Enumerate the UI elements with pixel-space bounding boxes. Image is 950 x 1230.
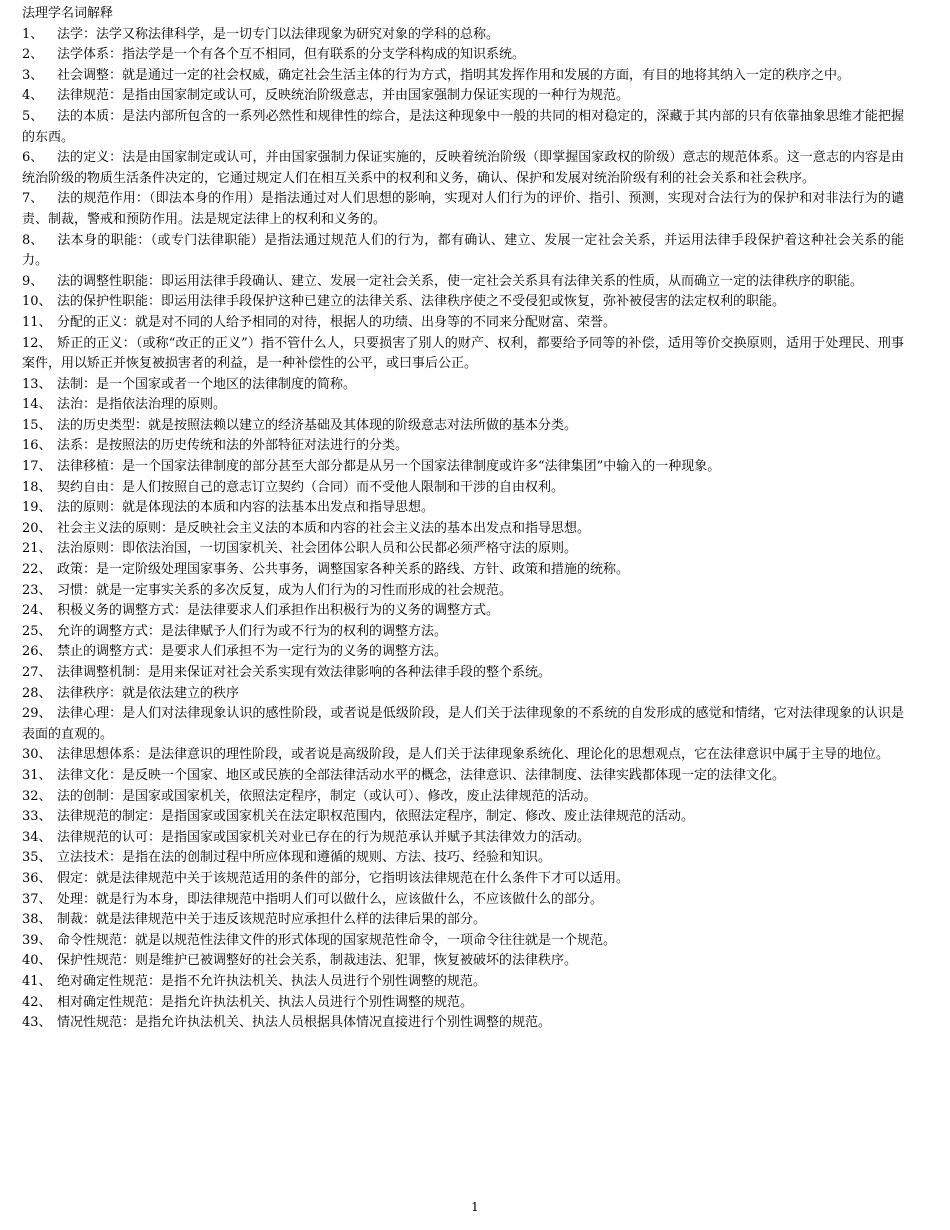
document-page xyxy=(22,4,904,1034)
entry-text: 矫正的正义：（或称“改正的正义”）指不管什么人，只要损害了别人的财产、权利，都要给予同等的补偿，适用等价交换原则，适用于处理民、刑事案件，用以矫正并恢复被损害者的利益，是一种补偿性的公平，或曰事后公正。 xyxy=(22,335,904,372)
entry-text: 法律秩序：就是依法建立的秩序 xyxy=(57,685,240,701)
entry-text: 法律规范的认可：是指国家或国家机关对业已存在的行为规范承认并赋予其法律效力的活动。 xyxy=(57,829,591,845)
entry-text: 禁止的调整方式：是要求人们承担不为一定行为的义务的调整方法。 xyxy=(57,644,448,660)
entry-number: 9、 xyxy=(22,273,44,289)
list-item xyxy=(22,828,904,849)
list-item xyxy=(22,313,904,334)
entry-number: 11、 xyxy=(22,314,52,330)
entry-text: 法的调整性职能：即运用法律手段确认、建立、发展一定社会关系，使一定社会关系具有法律关系的性质，从而确立一定的法律秩序的职能。 xyxy=(57,273,864,289)
entry-number: 29、 xyxy=(22,706,52,722)
entry-number: 10、 xyxy=(22,294,52,310)
list-item xyxy=(22,334,904,375)
entry-number: 23、 xyxy=(22,582,52,598)
entry-text: 法的原则：就是体现法的本质和内容的法基本出发点和指导思想。 xyxy=(57,500,435,516)
list-item xyxy=(22,416,904,437)
entry-number: 32、 xyxy=(22,788,52,804)
list-item xyxy=(22,1013,904,1034)
list-item xyxy=(22,292,904,313)
entry-number: 36、 xyxy=(22,870,52,886)
entry-text: 法的保护性职能：即运用法律手段保护这种已建立的法律关系、法律秩序使之不受侵犯或恢复，弥补被侵害的法定权利的职能。 xyxy=(57,294,786,310)
entry-number: 31、 xyxy=(22,767,52,783)
entry-text: 法律文化：是反映一个国家、地区或民族的全部法律活动水平的概念，法律意识、法律制度、法律实践都体现一定的法律文化。 xyxy=(57,767,786,783)
entry-number: 14、 xyxy=(22,397,52,413)
entry-text: 法本身的职能：（或专门法律职能）是指法通过规范人们的行为，都有确认、建立、发展一定社会关系，并运用法律手段保护着这种社会关系的能力。 xyxy=(22,232,904,269)
list-item xyxy=(22,539,904,560)
list-item xyxy=(22,807,904,828)
entry-text: 法的规范作用：（即法本身的作用）是指法通过对人们思想的影响，实现对人们行为的评价、指引、预测，实现对合法行为的保护和对非法行为的谴责、制裁，警戒和预防作用。法是规定法律上的权利和义务的。 xyxy=(22,191,904,227)
entry-text: 积极义务的调整方式：是法律要求人们承担作出积极行为的义务的调整方式。 xyxy=(57,603,500,619)
entry-text: 法治：是指依法治理的原则。 xyxy=(57,397,227,413)
entry-text: 绝对确定性规范：是指不允许执法机关、执法人员进行个别性调整的规范。 xyxy=(57,973,487,989)
entry-number: 12、 xyxy=(22,335,52,351)
list-item xyxy=(22,436,904,457)
entry-text: 法律规范：是指由国家制定或认可，反映统治阶级意志，并由国家强制力保证实现的一种行为规范。 xyxy=(57,88,630,104)
entry-number: 27、 xyxy=(22,665,52,680)
list-item xyxy=(22,560,904,581)
list-item xyxy=(22,45,904,66)
entry-text: 法的创制：是国家或国家机关，依照法定程序，制定（或认可）、修改，废止法律规范的活动。 xyxy=(57,788,597,804)
page-number: 1 xyxy=(471,1200,479,1214)
list-item xyxy=(22,498,904,519)
entry-text: 相对确定性规范：是指允许执法机关、执法人员进行个别性调整的规范。 xyxy=(57,994,474,1010)
list-item xyxy=(22,25,904,46)
list-item xyxy=(22,86,904,107)
list-item xyxy=(22,848,904,869)
list-item xyxy=(22,663,904,684)
entry-number: 40、 xyxy=(22,953,52,969)
term-list xyxy=(22,25,904,1034)
list-item xyxy=(22,457,904,478)
list-item xyxy=(22,107,904,148)
entry-text: 法学体系：指法学是一个有各个互不相同，但有联系的分支学科构成的知识系统。 xyxy=(57,47,526,63)
entry-text: 法学：法学又称法律科学，是一切专门以法律现象为研究对象的学科的总称。 xyxy=(57,26,500,42)
entry-number: 21、 xyxy=(22,541,52,557)
document-title: 法理学名词解释 xyxy=(22,6,114,21)
entry-text: 法律思想体系：是法律意识的理性阶段，或者说是高级阶段，是人们关于法律现象系统化、理论化的思想观点，它在法律意识中属于主导的地位。 xyxy=(57,747,890,763)
entry-number: 37、 xyxy=(22,891,52,907)
list-item xyxy=(22,519,904,540)
entry-text: 法律心理：是人们对法律现象认识的感性阶段，或者说是低级阶段，是人们关于法律现象的不系统的自发形成的感觉和情绪，它对法律现象的认识是表面的直观的。 xyxy=(22,706,904,742)
entry-text: 法治原则：即依法治国，一切国家机关、社会团体公职人员和公民都必须严格守法的原则。 xyxy=(57,541,578,557)
entry-text: 立法技术：是指在法的创制过程中所应体现和遵循的规则、方法、技巧、经验和知识。 xyxy=(57,850,552,866)
entry-number: 15、 xyxy=(22,417,52,433)
list-item xyxy=(22,272,904,293)
entry-text: 社会调整：就是通过一定的社会权威，确定社会生活主体的行为方式，指明其发挥作用和发展的方面，有目的地将其纳入一定的秩序之中。 xyxy=(57,67,851,83)
entry-number: 5、 xyxy=(22,108,44,124)
list-item xyxy=(22,890,904,911)
entry-number: 19、 xyxy=(22,500,52,516)
entry-number: 26、 xyxy=(22,644,52,660)
entry-number: 6、 xyxy=(22,150,44,166)
entry-text: 保护性规范：则是维护已被调整好的社会关系，制裁违法、犯罪，恢复被破坏的法律秩序。 xyxy=(57,953,578,969)
entry-text: 命令性规范：就是以规范性法律文件的形式体现的国家规范性命令，一项命令往往就是一个规范。 xyxy=(57,932,617,948)
entry-number: 42、 xyxy=(22,994,52,1010)
entry-text: 社会主义法的原则：是反映社会主义法的本质和内容的社会主义法的基本出发点和指导思想。 xyxy=(57,520,591,536)
entry-text: 情况性规范：是指允许执法机关、执法人员根据具体情况直接进行个别性调整的规范。 xyxy=(57,1015,552,1031)
entry-number: 7、 xyxy=(22,191,44,207)
list-item xyxy=(22,642,904,663)
entry-text: 法的定义：法是由国家制定或认可，并由国家强制力保证实施的，反映着统治阶级（即掌握国家政权的阶级）意志的规范体系。这一意志的内容是由统治阶级的物质生活条件决定的，它通过规定人们在相互关系中的权利和义务，确认、保护和发展对统治阶级有利的社会关系和社会秩序。 xyxy=(22,150,904,186)
entry-text: 分配的正义：就是对不同的人给予相同的对待，根据人的功绩、出身等的不同来分配财富、荣誉。 xyxy=(57,314,617,330)
entry-number: 13、 xyxy=(22,376,52,392)
list-item xyxy=(22,745,904,766)
entry-number: 25、 xyxy=(22,623,52,639)
list-item xyxy=(22,910,904,931)
list-item xyxy=(22,972,904,993)
list-item xyxy=(22,993,904,1014)
entry-text: 法系：是按照法的历史传统和法的外部特征对法进行的分类。 xyxy=(57,438,409,454)
list-item xyxy=(22,478,904,499)
list-item xyxy=(22,148,904,189)
list-item xyxy=(22,375,904,396)
list-item xyxy=(22,231,904,272)
entry-text: 法律移植：是一个国家法律制度的部分甚至大部分都是从另一个国家法律制度或许多“法律集团”中输入的一种现象。 xyxy=(57,459,721,475)
entry-number: 28、 xyxy=(22,685,52,701)
entry-text: 允许的调整方式：是法律赋予人们行为或不行为的权利的调整方法。 xyxy=(57,623,448,639)
list-item xyxy=(22,622,904,643)
entry-text: 法的历史类型：就是按照法赖以建立的经济基础及其体现的阶级意志对法所做的基本分类。 xyxy=(57,417,578,433)
entry-number: 4、 xyxy=(22,88,44,104)
entry-number: 41、 xyxy=(22,973,52,989)
entry-number: 16、 xyxy=(22,438,52,454)
list-item xyxy=(22,581,904,602)
entry-text: 契约自由：是人们按照自己的意志订立契约（合同）而不受他人限制和干涉的自由权利。 xyxy=(57,479,565,495)
list-item xyxy=(22,189,904,230)
entry-text: 处理：就是行为本身，即法律规范中指明人们可以做什么，应该做什么，不应该做什么的部分。 xyxy=(57,891,604,907)
list-item xyxy=(22,931,904,952)
entry-number: 34、 xyxy=(22,829,52,845)
entry-number: 24、 xyxy=(22,603,52,619)
entry-number: 33、 xyxy=(22,809,52,825)
entry-number: 43、 xyxy=(22,1015,52,1031)
entry-number: 38、 xyxy=(22,912,52,928)
list-item xyxy=(22,766,904,787)
entry-text: 政策：是一定阶级处理国家事务、公共事务，调整国家各种关系的路线、方针、政策和措施的统称。 xyxy=(57,562,630,578)
list-item xyxy=(22,951,904,972)
entry-number: 2、 xyxy=(22,47,44,63)
entry-number: 22、 xyxy=(22,562,52,578)
entry-text: 习惯：就是一定事实关系的多次反复，成为人们行为的习性而形成的社会规范。 xyxy=(57,582,513,598)
list-item xyxy=(22,869,904,890)
entry-number: 17、 xyxy=(22,459,52,475)
entry-number: 39、 xyxy=(22,932,52,948)
entry-text: 法律调整机制：是用来保证对社会关系实现有效法律影响的各种法律手段的整个系统。 xyxy=(57,665,552,680)
entry-number: 1、 xyxy=(22,26,44,42)
entry-number: 8、 xyxy=(22,232,44,248)
list-item xyxy=(22,66,904,87)
list-item xyxy=(22,787,904,808)
entry-text: 法律规范的制定：是指国家或国家机关在法定职权范围内，依照法定程序，制定、修改、废止法律规范的活动。 xyxy=(57,809,695,825)
entry-number: 20、 xyxy=(22,520,52,536)
entry-text: 法的本质：是法内部所包含的一系列必然性和规律性的综合，是法这种现象中一般的共同的相对稳定的，深藏于其内部的只有依靠抽象思维才能把握的东西。 xyxy=(22,108,904,145)
entry-number: 30、 xyxy=(22,747,52,763)
entry-text: 制裁：就是法律规范中关于违反该规范时应承担什么样的法律后果的部分。 xyxy=(57,912,487,928)
entry-number: 35、 xyxy=(22,850,52,866)
entry-number: 3、 xyxy=(22,67,44,83)
entry-number: 18、 xyxy=(22,479,52,495)
entry-text: 法制：是一个国家或者一个地区的法律制度的简称。 xyxy=(57,376,357,392)
list-item xyxy=(22,395,904,416)
entry-text: 假定：就是法律规范中关于该规范适用的条件的部分，它指明该法律规范在什么条件下才可以适用。 xyxy=(57,870,630,886)
list-item xyxy=(22,704,904,745)
list-item xyxy=(22,684,904,705)
list-item xyxy=(22,601,904,622)
